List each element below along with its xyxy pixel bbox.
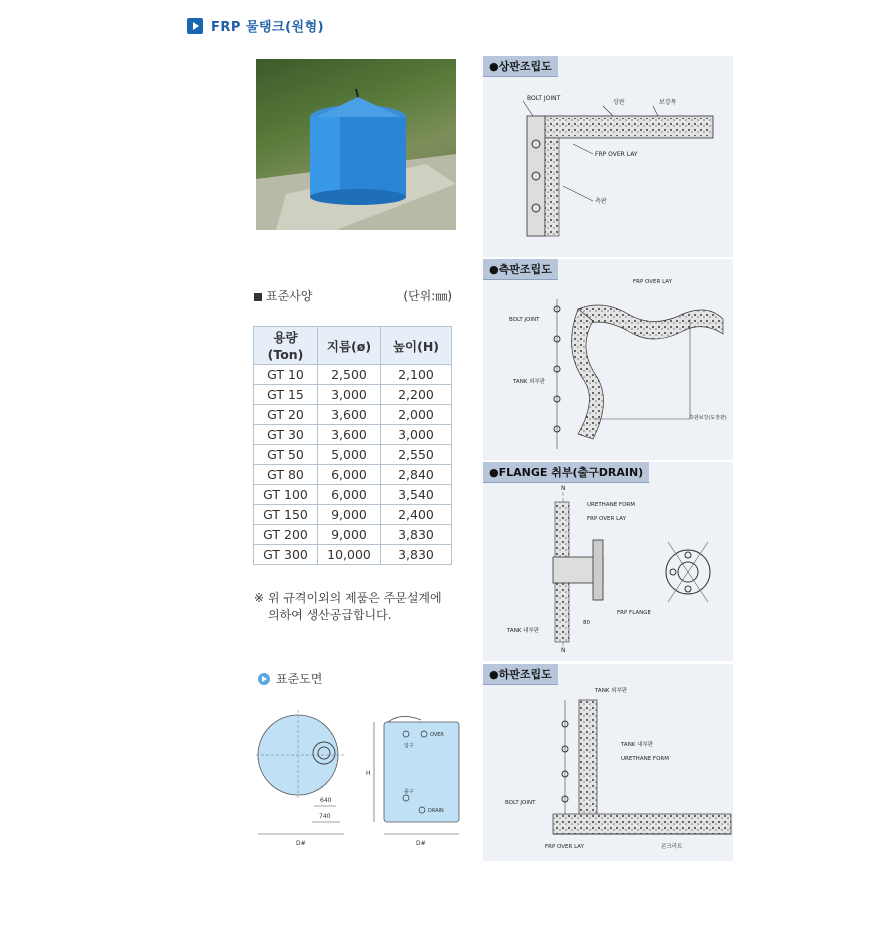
flange-urethane-label: URETHANE FORM — [587, 502, 635, 508]
table-row — [254, 445, 452, 465]
cell-height: 3,830 — [381, 545, 452, 565]
spec-header — [254, 287, 452, 304]
table-row — [254, 545, 452, 565]
dim-h-label: H — [366, 770, 371, 777]
table-row — [254, 465, 452, 485]
side-plate-assembly-title: ●측판조립도 — [483, 259, 558, 280]
bottom-frp-overlay-label: FRP OVER LAY — [545, 844, 584, 850]
over-label: OVER — [430, 732, 444, 738]
top-plate-assembly-panel — [483, 56, 733, 257]
bottom-tank-inner-label: TANK 내부판 — [621, 742, 654, 748]
table-row — [254, 365, 452, 385]
top-plate-assembly-title: ●상판조립도 — [483, 56, 558, 77]
bolt-joint-label: BOLT JOINT — [527, 95, 561, 102]
cell-capacity: GT 100 — [254, 485, 318, 505]
standard-drawing-label: 표준도면 — [276, 672, 323, 686]
concrete-label: 콘크리트 — [661, 844, 683, 850]
cell-diameter: 2,500 — [318, 365, 381, 385]
bottom-bolt-joint-label: BOLT JOINT — [505, 800, 536, 806]
square-bullet-icon — [254, 293, 262, 301]
page-title: FRP 물탱크(원형) — [211, 20, 325, 35]
side-plate-assembly-panel — [483, 259, 733, 460]
reinforce-label: 보강목 — [659, 99, 677, 106]
top-plate-label: 상판 — [613, 99, 625, 106]
cell-height: 2,000 — [381, 405, 452, 425]
cell-capacity: GT 80 — [254, 465, 318, 485]
cell-height: 3,000 — [381, 425, 452, 445]
dim-d1-label: D# — [296, 840, 306, 847]
table-row — [254, 485, 452, 505]
page-title-group — [187, 16, 324, 35]
side-frp-overlay-label: FRP OVER LAY — [633, 279, 672, 285]
cell-diameter: 6,000 — [318, 485, 381, 505]
table-row — [254, 505, 452, 525]
frp-overlay-label-1: FRP OVER LAY — [595, 151, 638, 158]
table-row — [254, 425, 452, 445]
cell-capacity: GT 50 — [254, 445, 318, 465]
spec-table — [253, 326, 452, 565]
outlet-label: 출구 — [404, 789, 414, 795]
bottom-urethane-label: URETHANE FORM — [621, 756, 669, 762]
cell-height: 2,200 — [381, 385, 452, 405]
drain-label: DRAIN — [428, 808, 444, 814]
note-line-2: 의하여 생산공급합니다. — [268, 608, 392, 622]
cell-height: 2,840 — [381, 465, 452, 485]
table-row — [254, 525, 452, 545]
note-line-1: ※ 위 규격이외의 제품은 주문설계에 — [254, 591, 442, 605]
inlet-label: 입구 — [404, 743, 414, 749]
cell-height: 3,540 — [381, 485, 452, 505]
bottom-tank-outer-label: TANK 외부판 — [595, 688, 628, 694]
dim-80-label: 80 — [583, 620, 590, 626]
cell-diameter: 6,000 — [318, 465, 381, 485]
cell-capacity: GT 300 — [254, 545, 318, 565]
n-bottom-label: N — [561, 647, 566, 654]
frp-flange-label: FRP FLANGE — [617, 610, 652, 616]
side-inner-label: 측판보강(도장관) — [689, 415, 727, 421]
n-top-label: N — [561, 485, 566, 492]
cell-capacity: GT 30 — [254, 425, 318, 445]
flange-assembly-panel — [483, 462, 733, 661]
tank-outer-label: TANK 외부판 — [513, 379, 546, 385]
cell-capacity: GT 150 — [254, 505, 318, 525]
cell-height: 2,550 — [381, 445, 452, 465]
order-note — [254, 590, 442, 624]
play-arrow-icon — [187, 18, 203, 34]
flange-tank-inner-label: TANK 내부판 — [507, 628, 540, 634]
dim-640-label: 640 — [320, 797, 332, 804]
flange-assembly-title: ●FLANGE 취부(출구DRAIN) — [483, 462, 649, 483]
dim-740-label: 740 — [319, 813, 331, 820]
cell-diameter: 10,000 — [318, 545, 381, 565]
header-capacity: 용량 (Ton) — [254, 327, 318, 365]
bottom-plate-assembly-panel — [483, 664, 733, 861]
cell-capacity: GT 20 — [254, 405, 318, 425]
cell-height: 2,100 — [381, 365, 452, 385]
cell-capacity: GT 10 — [254, 365, 318, 385]
cell-height: 3,830 — [381, 525, 452, 545]
standard-drawing-title — [258, 670, 322, 687]
cell-capacity: GT 200 — [254, 525, 318, 545]
cell-diameter: 3,000 — [318, 385, 381, 405]
header-height: 높이(H) — [381, 327, 452, 365]
cell-diameter: 9,000 — [318, 505, 381, 525]
standard-drawing — [256, 700, 470, 852]
spec-unit: (단위:㎜) — [403, 289, 452, 303]
header-diameter: 지름(ø) — [318, 327, 381, 365]
product-photo — [256, 59, 456, 230]
side-bolt-joint-label: BOLT JOINT — [509, 317, 540, 323]
table-row — [254, 405, 452, 425]
cell-height: 2,400 — [381, 505, 452, 525]
cell-diameter: 3,600 — [318, 425, 381, 445]
cell-diameter: 5,000 — [318, 445, 381, 465]
flange-frp-overlay-label: FRP OVER LAY — [587, 516, 626, 522]
table-row — [254, 385, 452, 405]
spec-heading: 표준사양 — [266, 289, 313, 303]
side-plate-label: 측판 — [595, 198, 607, 205]
cell-capacity: GT 15 — [254, 385, 318, 405]
dim-d2-label: D# — [416, 840, 426, 847]
cell-diameter: 3,600 — [318, 405, 381, 425]
circle-arrow-icon — [258, 673, 270, 685]
cell-diameter: 9,000 — [318, 525, 381, 545]
bottom-plate-assembly-title: ●하판조립도 — [483, 664, 558, 685]
